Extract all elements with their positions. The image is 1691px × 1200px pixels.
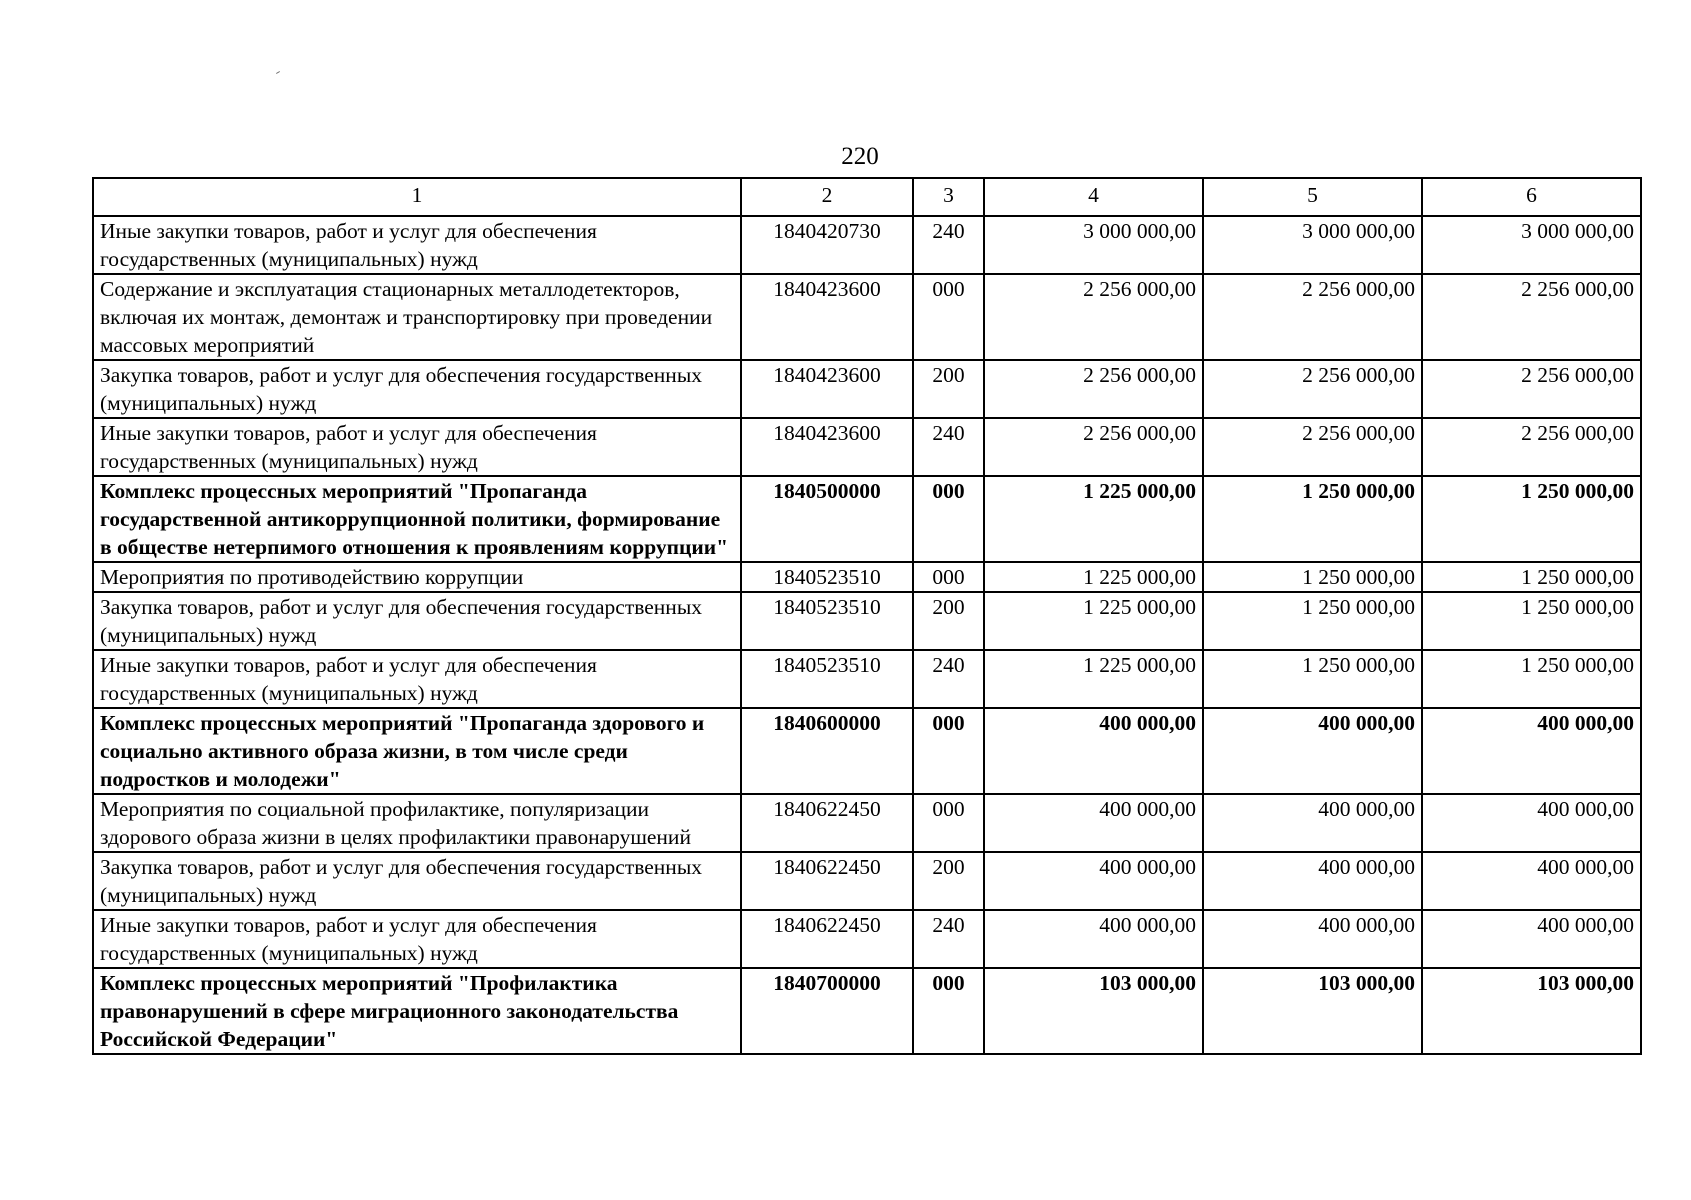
row-amount-col4: 400 000,00 bbox=[984, 852, 1203, 910]
row-amount-col5: 400 000,00 bbox=[1203, 852, 1422, 910]
row-code: 1840420730 bbox=[741, 216, 913, 274]
table-row bbox=[93, 562, 1641, 592]
row-amount-col5: 1 250 000,00 bbox=[1203, 476, 1422, 562]
row-code: 1840423600 bbox=[741, 418, 913, 476]
row-amount-col4: 103 000,00 bbox=[984, 968, 1203, 1054]
row-amount-col4: 2 256 000,00 bbox=[984, 418, 1203, 476]
row-amount-col6: 400 000,00 bbox=[1422, 910, 1641, 968]
row-name: Иные закупки товаров, работ и услуг для обеспечения государственных (муниципальных) нужд bbox=[93, 910, 741, 968]
header-row bbox=[93, 178, 1641, 216]
row-name: Закупка товаров, работ и услуг для обеспечения государственных (муниципальных) нужд bbox=[93, 592, 741, 650]
col-header-2: 2 bbox=[741, 178, 913, 216]
row-expense-kind: 200 bbox=[913, 592, 984, 650]
row-amount-col4: 400 000,00 bbox=[984, 794, 1203, 852]
row-code: 1840600000 bbox=[741, 708, 913, 794]
row-name: Комплекс процессных мероприятий "Пропаганда здорового и социально активного образа жизни, в том числе среди подростков и молодежи" bbox=[93, 708, 741, 794]
row-amount-col5: 400 000,00 bbox=[1203, 910, 1422, 968]
row-amount-col6: 3 000 000,00 bbox=[1422, 216, 1641, 274]
table-row bbox=[93, 360, 1641, 418]
row-amount-col5: 2 256 000,00 bbox=[1203, 418, 1422, 476]
page-number: 220 bbox=[841, 143, 879, 170]
row-name: Мероприятия по противодействию коррупции bbox=[93, 562, 741, 592]
row-amount-col5: 1 250 000,00 bbox=[1203, 592, 1422, 650]
row-amount-col5: 400 000,00 bbox=[1203, 794, 1422, 852]
row-amount-col6: 1 250 000,00 bbox=[1422, 562, 1641, 592]
row-amount-col5: 3 000 000,00 bbox=[1203, 216, 1422, 274]
row-expense-kind: 000 bbox=[913, 274, 984, 360]
row-amount-col6: 2 256 000,00 bbox=[1422, 274, 1641, 360]
col-header-5: 5 bbox=[1203, 178, 1422, 216]
row-expense-kind: 200 bbox=[913, 852, 984, 910]
row-expense-kind: 240 bbox=[913, 910, 984, 968]
row-amount-col6: 2 256 000,00 bbox=[1422, 360, 1641, 418]
row-name: Комплекс процессных мероприятий "Профилактика правонарушений в сфере миграционного законодательства Российской Федерации" bbox=[93, 968, 741, 1054]
row-amount-col4: 2 256 000,00 bbox=[984, 360, 1203, 418]
table-row bbox=[93, 592, 1641, 650]
row-amount-col4: 1 225 000,00 bbox=[984, 592, 1203, 650]
table-row bbox=[93, 968, 1641, 1054]
row-name: Комплекс процессных мероприятий "Пропаганда государственной антикоррупционной политики, формирование в обществе нетерпимого отношения к проявлениям коррупции" bbox=[93, 476, 741, 562]
table-row bbox=[93, 910, 1641, 968]
row-amount-col4: 1 225 000,00 bbox=[984, 476, 1203, 562]
row-name: Иные закупки товаров, работ и услуг для обеспечения государственных (муниципальных) нужд bbox=[93, 650, 741, 708]
row-code: 1840523510 bbox=[741, 592, 913, 650]
row-code: 1840500000 bbox=[741, 476, 913, 562]
row-amount-col5: 1 250 000,00 bbox=[1203, 562, 1422, 592]
table-row bbox=[93, 650, 1641, 708]
row-amount-col4: 2 256 000,00 bbox=[984, 274, 1203, 360]
row-amount-col6: 400 000,00 bbox=[1422, 794, 1641, 852]
table-row bbox=[93, 794, 1641, 852]
row-amount-col5: 400 000,00 bbox=[1203, 708, 1422, 794]
row-code: 1840423600 bbox=[741, 274, 913, 360]
row-expense-kind: 240 bbox=[913, 418, 984, 476]
row-name: Иные закупки товаров, работ и услуг для обеспечения государственных (муниципальных) нужд bbox=[93, 418, 741, 476]
row-code: 1840523510 bbox=[741, 562, 913, 592]
row-amount-col6: 400 000,00 bbox=[1422, 708, 1641, 794]
row-code: 1840622450 bbox=[741, 794, 913, 852]
row-expense-kind: 000 bbox=[913, 476, 984, 562]
row-amount-col5: 2 256 000,00 bbox=[1203, 274, 1422, 360]
row-amount-col4: 400 000,00 bbox=[984, 708, 1203, 794]
row-expense-kind: 000 bbox=[913, 562, 984, 592]
row-name: Мероприятия по социальной профилактике, популяризации здорового образа жизни в целях профилактики правонарушений bbox=[93, 794, 741, 852]
col-header-1: 1 bbox=[93, 178, 741, 216]
table-row bbox=[93, 216, 1641, 274]
row-amount-col4: 1 225 000,00 bbox=[984, 562, 1203, 592]
row-code: 1840700000 bbox=[741, 968, 913, 1054]
col-header-4: 4 bbox=[984, 178, 1203, 216]
col-header-3: 3 bbox=[913, 178, 984, 216]
row-name: Иные закупки товаров, работ и услуг для обеспечения государственных (муниципальных) нужд bbox=[93, 216, 741, 274]
row-amount-col4: 1 225 000,00 bbox=[984, 650, 1203, 708]
table-row bbox=[93, 418, 1641, 476]
table-row bbox=[93, 708, 1641, 794]
row-amount-col5: 1 250 000,00 bbox=[1203, 650, 1422, 708]
table-row bbox=[93, 476, 1641, 562]
row-amount-col6: 1 250 000,00 bbox=[1422, 592, 1641, 650]
row-name: Содержание и эксплуатация стационарных металлодетекторов, включая их монтаж, демонтаж и транспортировку при проведении массовых мероприятий bbox=[93, 274, 741, 360]
table-row bbox=[93, 274, 1641, 360]
table-row bbox=[93, 852, 1641, 910]
row-code: 1840423600 bbox=[741, 360, 913, 418]
row-expense-kind: 000 bbox=[913, 708, 984, 794]
row-amount-col5: 103 000,00 bbox=[1203, 968, 1422, 1054]
row-amount-col4: 3 000 000,00 bbox=[984, 216, 1203, 274]
row-name: Закупка товаров, работ и услуг для обеспечения государственных (муниципальных) нужд bbox=[93, 852, 741, 910]
row-amount-col6: 400 000,00 bbox=[1422, 852, 1641, 910]
row-expense-kind: 000 bbox=[913, 794, 984, 852]
col-header-6: 6 bbox=[1422, 178, 1641, 216]
row-expense-kind: 240 bbox=[913, 216, 984, 274]
row-code: 1840523510 bbox=[741, 650, 913, 708]
row-amount-col6: 2 256 000,00 bbox=[1422, 418, 1641, 476]
row-expense-kind: 240 bbox=[913, 650, 984, 708]
row-expense-kind: 200 bbox=[913, 360, 984, 418]
row-expense-kind: 000 bbox=[913, 968, 984, 1054]
table-body bbox=[93, 216, 1641, 1054]
row-code: 1840622450 bbox=[741, 852, 913, 910]
scan-mark bbox=[276, 71, 280, 74]
row-amount-col4: 400 000,00 bbox=[984, 910, 1203, 968]
row-name: Закупка товаров, работ и услуг для обеспечения государственных (муниципальных) нужд bbox=[93, 360, 741, 418]
row-amount-col6: 103 000,00 bbox=[1422, 968, 1641, 1054]
budget-table bbox=[92, 177, 1642, 1055]
row-amount-col6: 1 250 000,00 bbox=[1422, 476, 1641, 562]
row-code: 1840622450 bbox=[741, 910, 913, 968]
row-amount-col6: 1 250 000,00 bbox=[1422, 650, 1641, 708]
row-amount-col5: 2 256 000,00 bbox=[1203, 360, 1422, 418]
